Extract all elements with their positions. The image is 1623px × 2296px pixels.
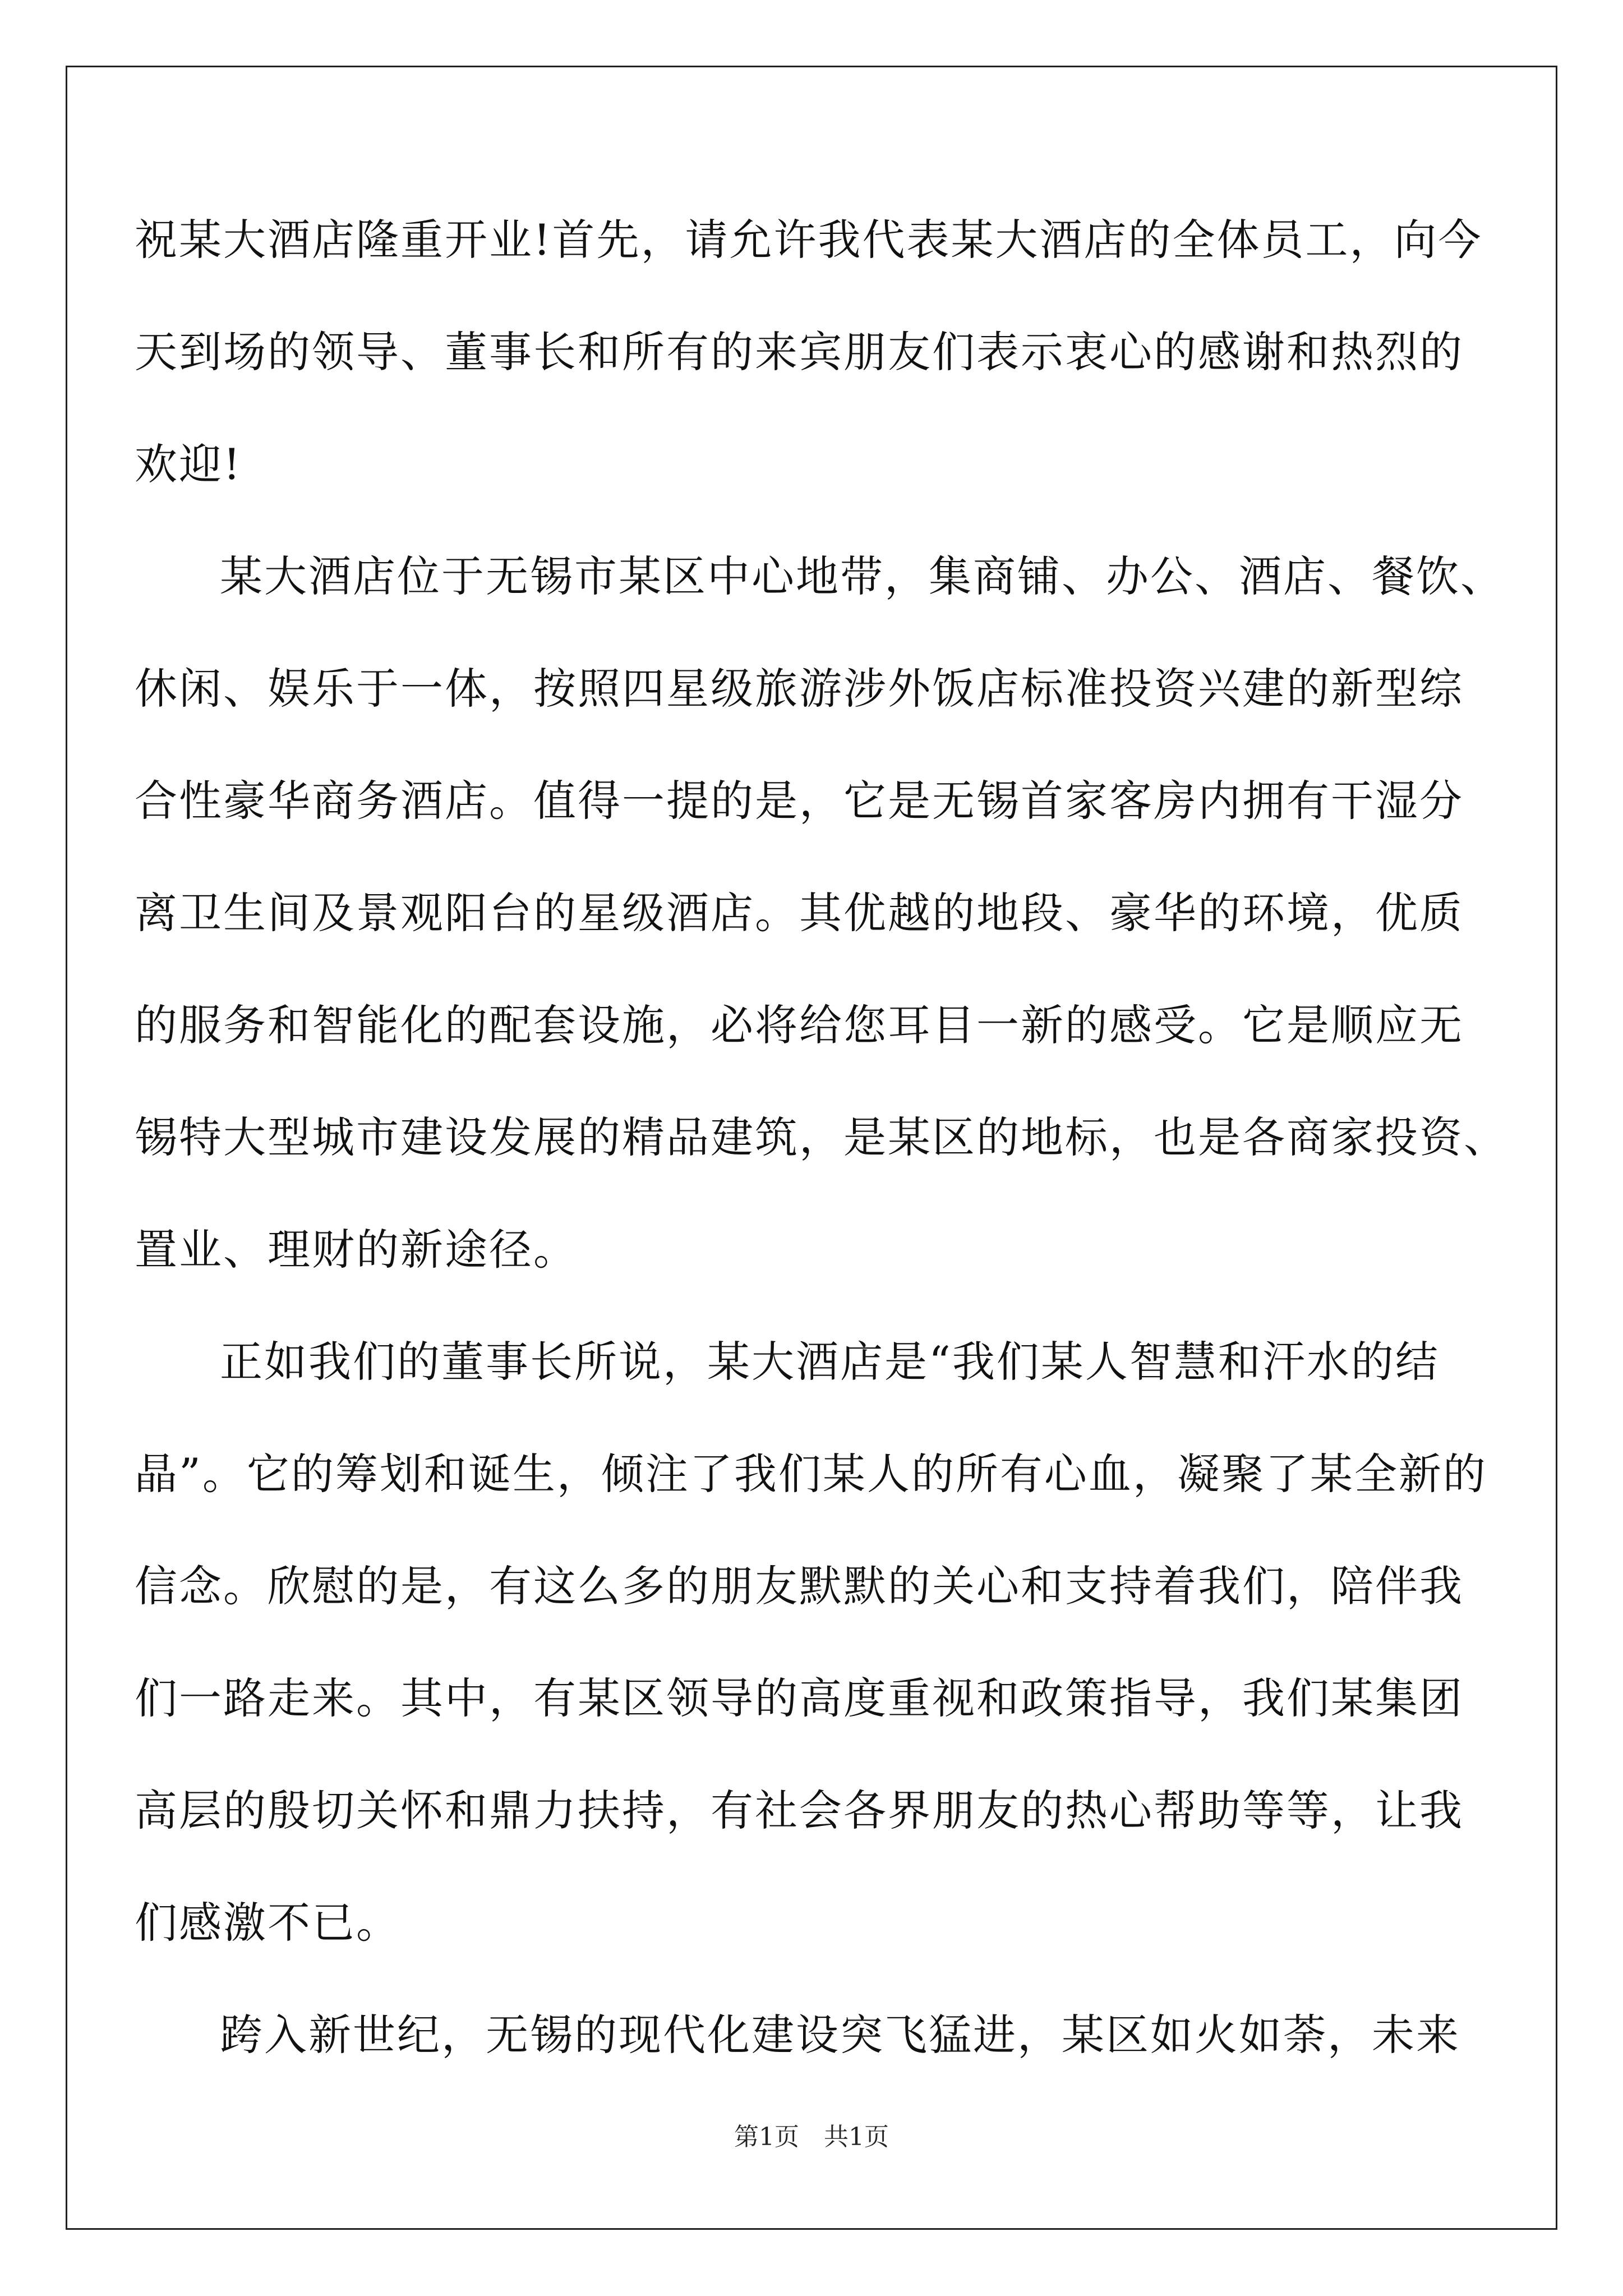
paragraph-line: 的服务和智能化的配套设施，必将给您耳目一新的感受。它是顺应无 xyxy=(135,1000,1464,1050)
paragraph-line: 天到场的领导、董事长和所有的来宾朋友们表示衷心的感谢和热烈的 xyxy=(135,327,1464,377)
paragraph-line: 欢迎! xyxy=(135,439,242,489)
paragraph-line: 们感激不已。 xyxy=(135,1898,400,1948)
paragraph-line: 锡特大型城市建设发展的精品建筑，是某区的地标，也是各商家投资、 xyxy=(135,1112,1508,1162)
paragraph-line: 置业、理财的新途径。 xyxy=(135,1225,578,1274)
paragraph-line: 们一路走来。其中，有某区领导的高度重视和政策指导，我们某集团 xyxy=(135,1673,1464,1723)
paragraph-line: 跨入新世纪，无锡的现代化建设突飞猛进，某区如火如荼，未来 xyxy=(220,2010,1460,2060)
paragraph-line: 合性豪华商务酒店。值得一提的是，它是无锡首家客房内拥有干湿分 xyxy=(135,776,1464,826)
paragraph-line: 高层的殷切关怀和鼎力扶持，有社会各界朋友的热心帮助等等，让我 xyxy=(135,1786,1464,1835)
paragraph-line: 离卫生间及景观阳台的星级酒店。其优越的地段、豪华的环境，优质 xyxy=(135,888,1464,938)
page-number-footer: 第1页 共1页 xyxy=(734,2123,889,2151)
paragraph-line: 晶”。它的筹划和诞生，倾注了我们某人的所有心血，凝聚了某全新的 xyxy=(135,1449,1487,1499)
paragraph-line: 信念。欣慰的是，有这么多的朋友默默的关心和支持着我们，陪伴我 xyxy=(135,1561,1464,1611)
paragraph-line: 某大酒店位于无锡市某区中心地带，集商铺、办公、酒店、餐饮、 xyxy=(220,551,1505,601)
paragraph-line: 正如我们的董事长所说，某大酒店是“我们某人智慧和汗水的结 xyxy=(220,1337,1440,1387)
paragraph-line: 祝某大酒店隆重开业!首先，请允许我代表某大酒店的全体员工，向今 xyxy=(135,215,1483,265)
paragraph-line: 休闲、娱乐于一体，按照四星级旅游涉外饭店标准投资兴建的新型综 xyxy=(135,664,1464,714)
